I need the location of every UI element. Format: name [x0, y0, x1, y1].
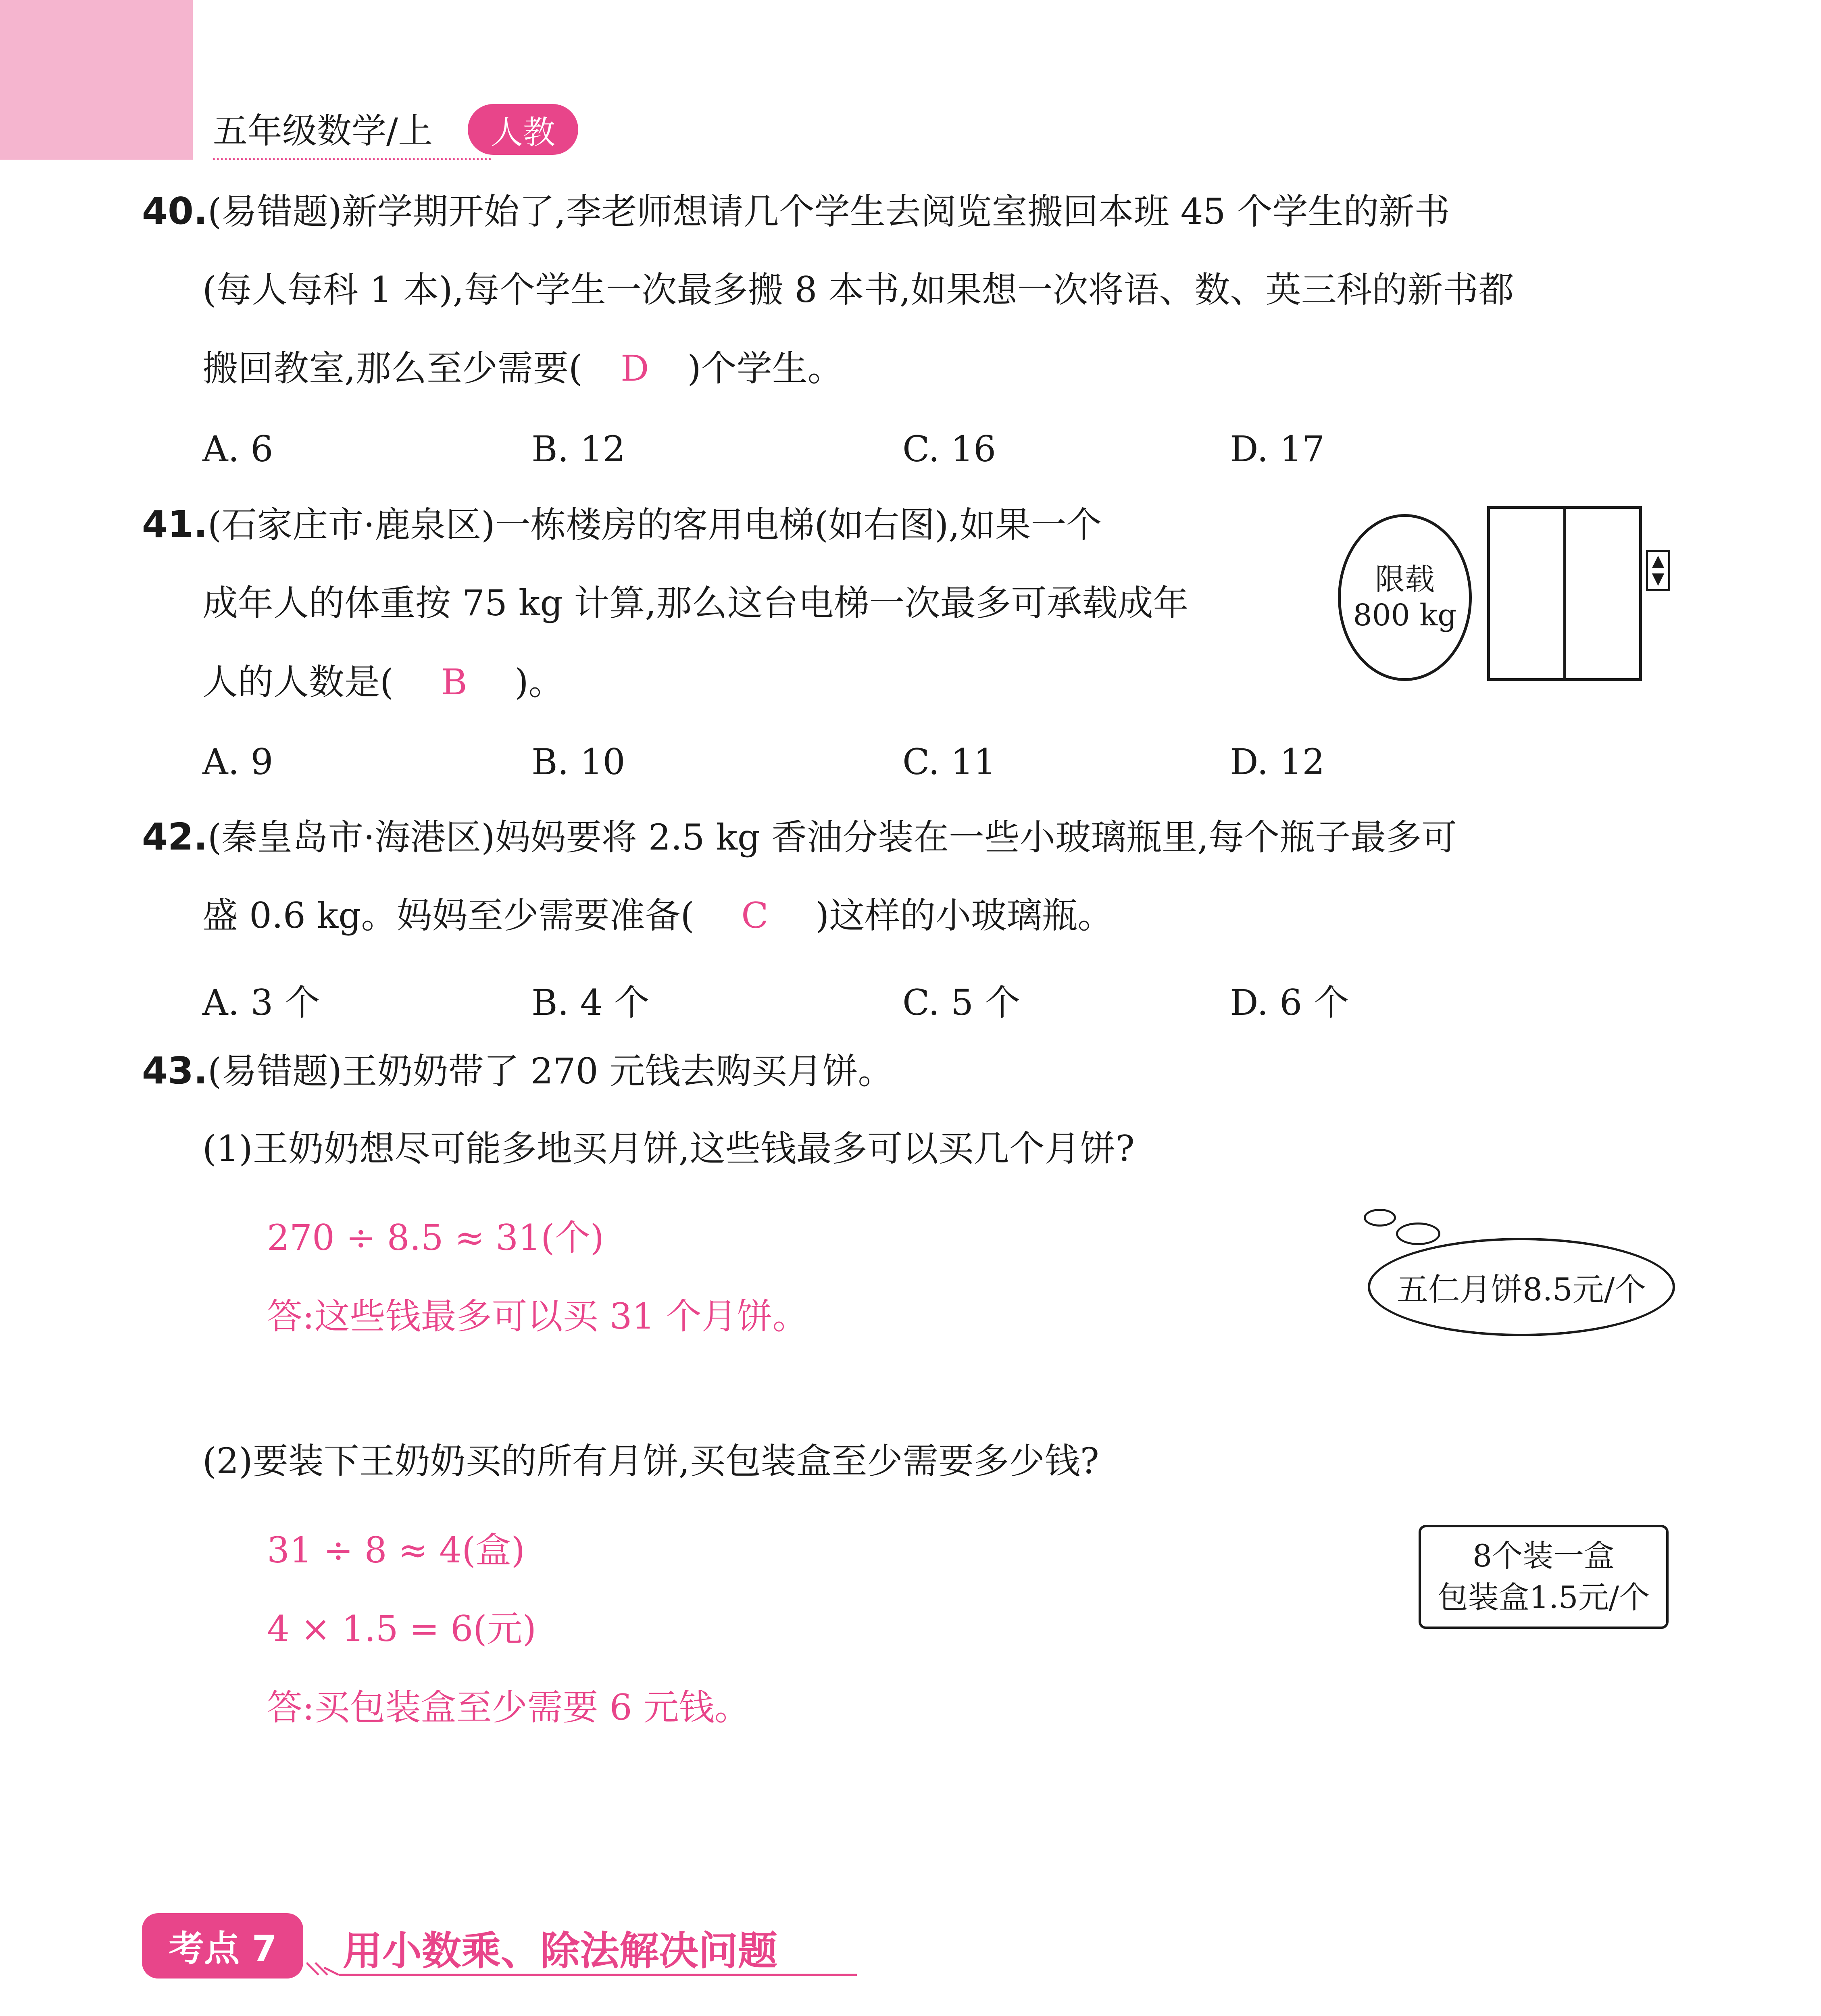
q41-option-d: D. 12: [1230, 741, 1325, 783]
q40-option-b: B. 12: [531, 428, 625, 470]
q40-option-c: C. 16: [902, 428, 996, 470]
down-arrow-icon: ▼: [1652, 569, 1665, 588]
q40-option-a: A. 6: [202, 428, 273, 470]
q41-option-b: B. 10: [531, 741, 625, 783]
q43-part2-calc1: 31 ÷ 8 ≈ 4(盒): [267, 1529, 525, 1571]
elevator-door: [1487, 506, 1642, 681]
q43-part2-calc2: 4 × 1.5 = 6(元): [267, 1608, 536, 1649]
q42-answer: C: [741, 895, 769, 936]
q42-option-c: C. 5 个: [902, 982, 1021, 1023]
q40-text-3a: 搬回教室,那么至少需要(: [202, 348, 583, 389]
edition-badge: 人教: [468, 104, 578, 155]
q42-text-2b: )这样的小玻璃瓶。: [815, 895, 1113, 936]
section-underline: [339, 1974, 857, 1976]
q40-text-1: (易错题)新学期开始了,李老师想请几个学生去阅览室搬回本班 45 个学生的新书: [207, 191, 1450, 232]
q43-part1-calc: 270 ÷ 8.5 ≈ 31(个): [267, 1217, 604, 1258]
q41-answer: B: [441, 661, 467, 703]
section-title: 用小数乘、除法解决问题: [343, 1928, 778, 1974]
q41-text-3a: 人的人数是(: [202, 661, 394, 703]
q41-line1: [142, 503, 1102, 546]
header-divider: [213, 158, 491, 160]
q40-answer: D: [621, 348, 649, 389]
book-title: 五年级数学/上: [213, 111, 433, 151]
q43-part1-answer: 答:这些钱最多可以买 31 个月饼。: [267, 1295, 808, 1337]
up-arrow-icon: ▲: [1652, 552, 1665, 570]
load-limit-value: 800 kg: [1353, 598, 1457, 633]
box-capacity: 8个装一盒: [1472, 1538, 1615, 1574]
q40-number: 40.: [142, 190, 208, 233]
q42-number: 42.: [142, 815, 208, 858]
load-limit-sign: [1338, 514, 1472, 681]
q40-line3: [202, 348, 843, 389]
q40-line1: [142, 190, 1450, 233]
q42-option-b: B. 4 个: [531, 982, 650, 1023]
q42-text-2a: 盛 0.6 kg。妈妈至少需要准备(: [202, 895, 694, 936]
q42-text-1: (秦皇岛市·海港区)妈妈要将 2.5 kg 香油分装在一些小玻璃瓶里,每个瓶子最多可: [207, 816, 1457, 858]
q41-text-3b: )。: [515, 661, 564, 703]
elevator-call-buttons: [1646, 550, 1670, 591]
q40-text-3b: )个学生。: [687, 348, 843, 389]
q41-text-1: (石家庄市·鹿泉区)一栋楼房的客用电梯(如右图),如果一个: [207, 504, 1102, 546]
elevator-door-seam: [1563, 509, 1566, 678]
q41-option-a: A. 9: [202, 741, 273, 783]
q43-line1: [142, 1049, 894, 1092]
q41-line3: [202, 661, 564, 703]
price-bubble: 五仁月饼8.5元/个: [1368, 1238, 1675, 1336]
box-price: 包装盒1.5元/个: [1437, 1579, 1650, 1615]
q41-option-c: C. 11: [902, 741, 996, 783]
q40-option-d: D. 17: [1230, 428, 1325, 470]
thought-dot-small: [1364, 1209, 1396, 1227]
header-corner-tab: [0, 0, 193, 160]
q41-number: 41.: [142, 503, 208, 546]
thought-dot-large: [1396, 1223, 1440, 1245]
box-price-label: [1419, 1525, 1669, 1629]
load-limit-label: 限载: [1375, 562, 1435, 597]
q40-line2: (每人每科 1 本),每个学生一次最多搬 8 本书,如果想一次将语、数、英三科的新书都: [202, 269, 1514, 310]
q42-line2: [202, 895, 1113, 936]
q42-line1: [142, 815, 1457, 858]
q42-option-d: D. 6 个: [1230, 982, 1349, 1023]
q43-number: 43.: [142, 1049, 208, 1092]
q43-part2: (2)要装下王奶奶买的所有月饼,买包装盒至少需要多少钱?: [202, 1440, 1099, 1482]
q41-line2: 成年人的体重按 75 kg 计算,那么这台电梯一次最多可承载成年: [202, 582, 1189, 624]
section-badge: 考点 7: [142, 1913, 303, 1979]
q43-stem: (易错题)王奶奶带了 270 元钱去购买月饼。: [207, 1050, 894, 1092]
q43-part1: (1)王奶奶想尽可能多地买月饼,这些钱最多可以买几个月饼?: [202, 1128, 1135, 1169]
section-connector-icon: [306, 1960, 339, 1976]
q42-option-a: A. 3 个: [202, 982, 320, 1023]
q43-part2-answer: 答:买包装盒至少需要 6 元钱。: [267, 1687, 750, 1728]
